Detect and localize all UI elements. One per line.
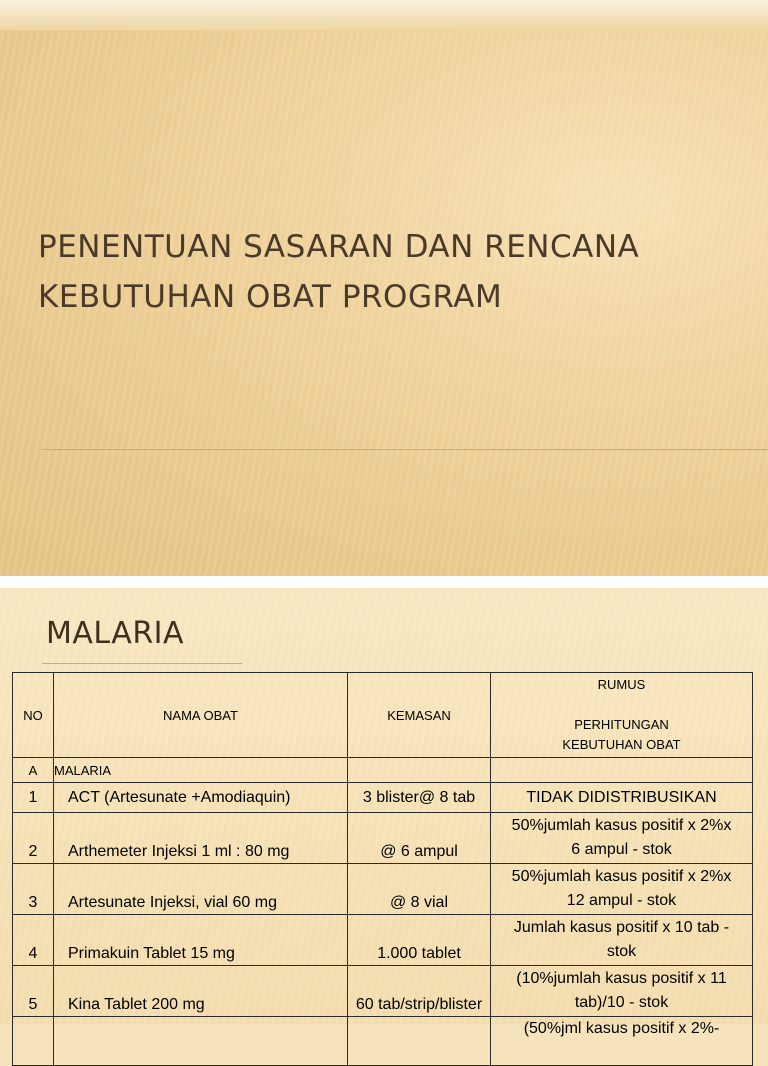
title-divider xyxy=(42,449,768,450)
row-rumus-line-1: 50%jumlah kasus positif x 2%x xyxy=(511,817,732,834)
row-no: 4 xyxy=(13,915,54,966)
drug-table xyxy=(12,672,753,1066)
row-rumus-line-2: 6 ampul - stok xyxy=(571,841,672,858)
header-rumus xyxy=(491,673,753,758)
header-kemasan: KEMASAN xyxy=(348,673,491,758)
row-no: 5 xyxy=(13,966,54,1017)
header-rumus-line-2: PERHITUNGAN xyxy=(574,717,669,732)
table-row xyxy=(13,864,753,915)
row-nama-obat: Kina Tablet 200 mg xyxy=(54,966,348,1017)
header-rumus-line-3: KEBUTUHAN OBAT xyxy=(562,737,681,752)
table-row xyxy=(13,783,753,813)
row-rumus xyxy=(491,813,753,864)
row-kemasan: @ 6 ampul xyxy=(348,813,491,864)
row-rumus xyxy=(491,915,753,966)
row-rumus xyxy=(491,1017,753,1066)
section-empty-1 xyxy=(348,758,491,783)
title-line-1: PENENTUAN SASARAN DAN RENCANA xyxy=(38,229,640,265)
section-code: A xyxy=(13,758,54,783)
row-rumus xyxy=(491,783,753,813)
section-name: MALARIA xyxy=(54,758,348,783)
row-nama-obat: Artesunate Injeksi, vial 60 mg xyxy=(54,864,348,915)
section-row xyxy=(13,758,753,783)
row-no: 3 xyxy=(13,864,54,915)
header-no: NO xyxy=(13,673,54,758)
row-no: 1 xyxy=(13,783,54,813)
row-rumus-line-1: (10%jumlah kasus positif x 11 xyxy=(516,970,727,987)
row-kemasan: 3 blister@ 8 tab xyxy=(348,783,491,813)
table-row xyxy=(13,915,753,966)
row-rumus xyxy=(491,864,753,915)
header-rumus-line-1: RUMUS xyxy=(597,677,646,692)
slide-gap xyxy=(0,576,768,588)
slide-title xyxy=(38,222,738,322)
row-rumus-line-1: (50%jml kasus positif x 2%- xyxy=(523,1020,720,1037)
table-row xyxy=(13,813,753,864)
row-kemasan xyxy=(348,1017,491,1066)
row-rumus-line-2: tab)/10 - stok xyxy=(574,994,669,1011)
malaria-slide xyxy=(0,588,768,1037)
row-rumus-line-1: 50%jumlah kasus positif x 2%x xyxy=(511,868,732,885)
row-nama-obat xyxy=(54,1017,348,1066)
section-empty-2 xyxy=(491,758,753,783)
row-kemasan: @ 8 vial xyxy=(348,864,491,915)
title-line-2: KEBUTUHAN OBAT PROGRAM xyxy=(38,279,503,315)
heading-divider xyxy=(42,663,242,664)
row-rumus-line-1: TIDAK DIDISTRIBUSIKAN xyxy=(526,788,717,806)
row-nama-obat: Arthemeter Injeksi 1 ml : 80 mg xyxy=(54,813,348,864)
table-header-row xyxy=(13,673,753,758)
row-no xyxy=(13,1017,54,1066)
row-no: 2 xyxy=(13,813,54,864)
row-rumus-line-2: 12 ampul - stok xyxy=(566,892,677,909)
table-row xyxy=(13,1017,753,1066)
row-rumus-line-1: Jumlah kasus positif x 10 tab - xyxy=(513,919,730,936)
row-nama-obat: Primakuin Tablet 15 mg xyxy=(54,915,348,966)
row-kemasan: 60 tab/strip/blister xyxy=(348,966,491,1017)
header-nama-obat: NAMA OBAT xyxy=(54,673,348,758)
table-row xyxy=(13,966,753,1017)
row-kemasan: 1.000 tablet xyxy=(348,915,491,966)
slide-top-band xyxy=(0,0,768,30)
slide-heading: MALARIA xyxy=(46,616,185,651)
row-nama-obat: ACT (Artesunate +Amodiaquin) xyxy=(54,783,348,813)
row-rumus xyxy=(491,966,753,1017)
row-rumus-line-2: stok xyxy=(606,943,637,960)
